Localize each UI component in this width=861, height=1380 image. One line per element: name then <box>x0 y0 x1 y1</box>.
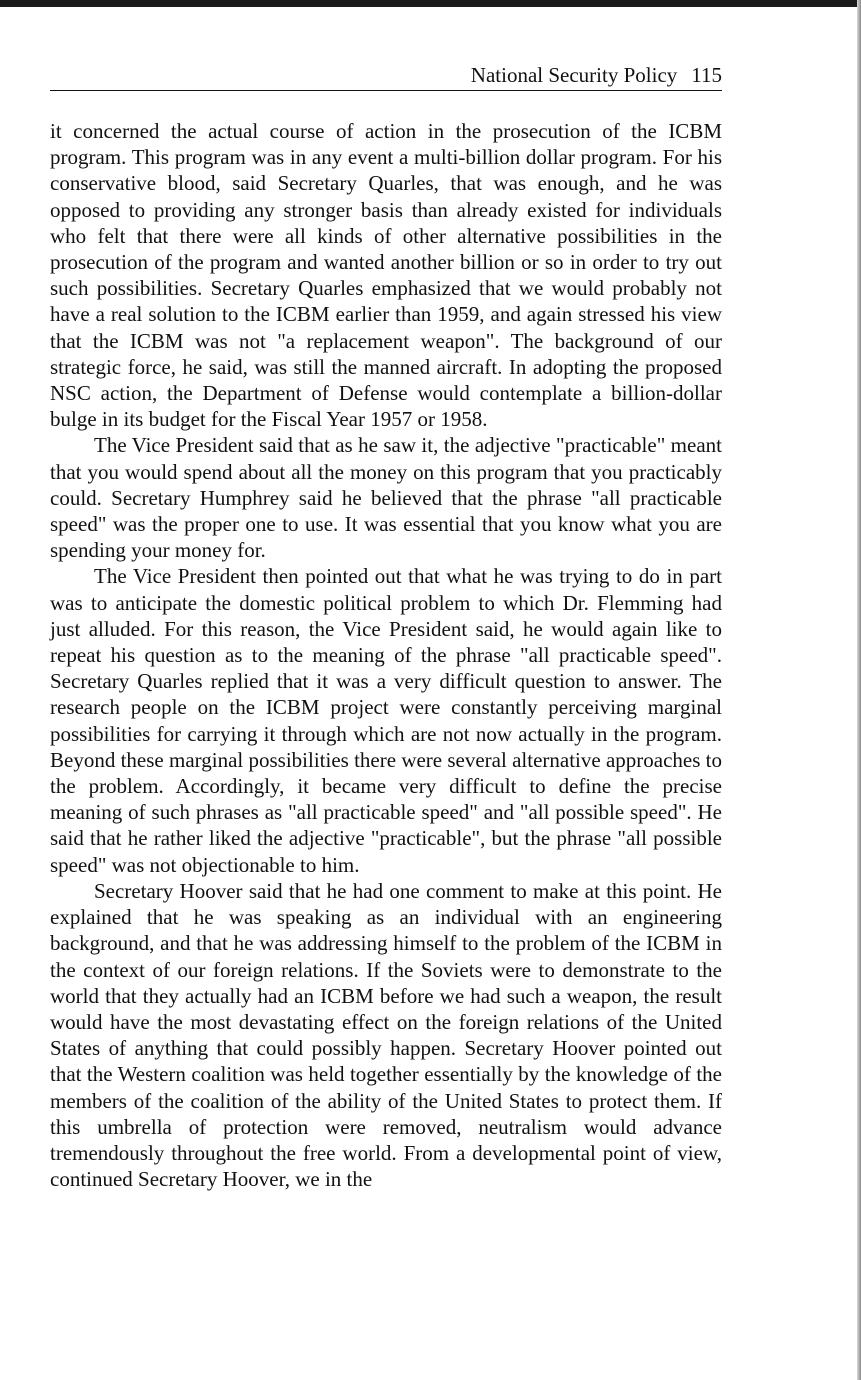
page-number: 115 <box>691 63 722 87</box>
running-header <box>50 60 722 91</box>
body-text <box>50 118 722 1192</box>
paragraph-3: The Vice President then pointed out that what he was trying to do in part was to anticipate the domestic political problem to which Dr. Flemming had just alluded. For this reason, the Vice President said, he would again like to repeat his question as to the meaning of the phrase "all practicable speed". Secretary Quarles replied that it was a very difficult question to answer. The research people on the ICBM project were constantly perceiving marginal possibilities for carrying it through which are not now actually in the program. Beyond these marginal possibilities there were several alternative approaches to the problem. Accordingly, it became very difficult to define the precise meaning of such phrases as "all practicable speed" and "all possible speed". He said that he rather liked the adjective "practicable", but the phrase "all possible speed" was not objectionable to him. <box>50 564 722 877</box>
scan-top-border <box>0 0 861 7</box>
paragraph-4: Secretary Hoover said that he had one comment to make at this point. He explained that he was speaking as an individual with an engineering background, and that he was addressing himself to the problem of the ICBM in the context of our foreign relations. If the Soviets were to demonstrate to the world that they actually had an ICBM before we had such a weapon, the result would have the most devastating effect on the foreign relations of the United States of anything that could possibly happen. Secretary Hoover pointed out that the Western coalition was held together essentially by the knowledge of the members of the coalition of the ability of the United States to protect them. If this umbrella of protection were removed, neutralism would advance tremendously throughout the free world. From a developmental point of view, continued Secretary Hoover, we in the <box>50 878 722 1192</box>
running-title: National Security Policy <box>470 63 678 87</box>
scan-right-edge <box>857 0 861 1380</box>
paragraph-2: The Vice President said that as he saw it, the adjective "practicable" meant that you would spend about all the money on this program that you practicably could. Secretary Humphrey said he believed that the phrase "all practicable speed" was the proper one to use. It was essential that you know what you are spending your money for. <box>50 433 722 563</box>
paragraph-1: it concerned the actual course of action in the prosecution of the ICBM program. This program was in any event a multi-billion dollar program. For his conservative blood, said Secretary Quarles, that was enough, and he was opposed to providing any stronger basis than already existed for individuals who felt that there were all kinds of other alternative possibilities in the prosecution of the program and wanted another billion or so in order to try out such possibilities. Secretary Quarles emphasized that we would probably not have a real solution to the ICBM earlier than 1959, and again stressed his view that the ICBM was not "a replacement weapon". The background of our strategic force, he said, was still the manned aircraft. In adopting the proposed NSC action, the Department of Defense would contemplate a billion-dollar bulge in its budget for the Fiscal Year 1957 or 1958. <box>50 119 722 432</box>
